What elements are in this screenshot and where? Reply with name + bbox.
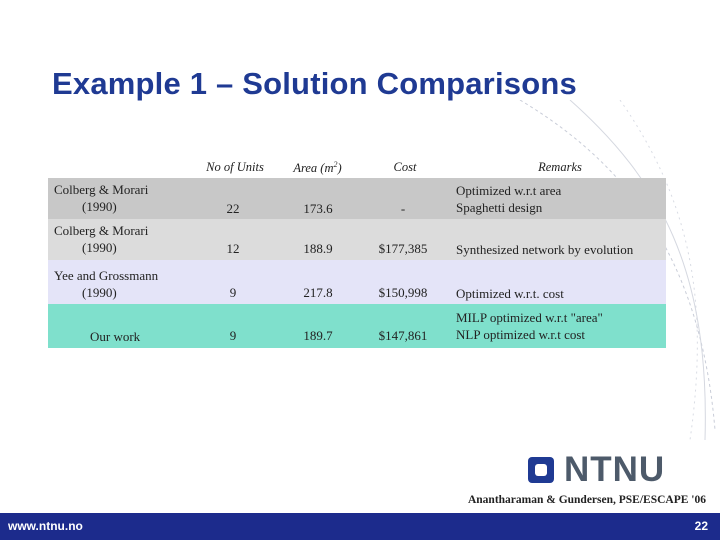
row-cost: $150,998 bbox=[378, 285, 428, 300]
header-units: No of Units bbox=[206, 160, 264, 174]
header-remarks: Remarks bbox=[538, 160, 582, 174]
row-area: 189.7 bbox=[303, 328, 333, 343]
row-units: 22 bbox=[226, 201, 240, 216]
row-area: 217.8 bbox=[303, 285, 333, 300]
row-cost: $147,861 bbox=[378, 328, 428, 343]
header-cost: Cost bbox=[393, 160, 417, 174]
citation: Anantharaman & Gundersen, PSE/ESCAPE '06 bbox=[467, 494, 706, 506]
row-name: Colberg & Morari (1990) bbox=[54, 182, 149, 214]
ntnu-logo-icon bbox=[528, 457, 554, 483]
ntnu-logo-text: NTNU bbox=[564, 450, 666, 489]
table-row bbox=[48, 304, 666, 348]
slide-title: Example 1 – Solution Comparisons bbox=[52, 66, 577, 101]
row-units: 9 bbox=[229, 328, 237, 343]
row-area: 188.9 bbox=[303, 241, 333, 256]
row-units: 9 bbox=[229, 285, 237, 300]
header-area: Area $(m^2)$ bbox=[293, 160, 342, 176]
row-remarks: Synthesized network by evolution bbox=[456, 242, 634, 257]
row-area: 173.6 bbox=[303, 201, 333, 216]
row-name: Our work bbox=[90, 329, 141, 344]
page-number: 22 bbox=[694, 519, 708, 533]
footer-bar bbox=[0, 513, 720, 540]
table-row bbox=[48, 219, 666, 260]
table-row bbox=[48, 178, 666, 219]
ntnu-logo bbox=[528, 452, 665, 488]
row-remarks: Optimized w.r.t. cost bbox=[456, 286, 564, 301]
row-cost: - bbox=[400, 201, 406, 216]
table-row bbox=[48, 260, 666, 304]
footer-url: www.ntnu.no bbox=[8, 519, 83, 533]
row-remarks: Optimized w.r.t area Spaghetti design bbox=[456, 183, 562, 215]
row-name: Yee and Grossmann (1990) bbox=[54, 268, 159, 300]
row-cost: $177,385 bbox=[378, 241, 428, 256]
row-remarks: MILP optimized w.r.t "area" NLP optimized w.r.t cost bbox=[456, 310, 603, 342]
row-name: Colberg & Morari (1990) bbox=[54, 223, 149, 255]
row-units: 12 bbox=[226, 241, 240, 256]
